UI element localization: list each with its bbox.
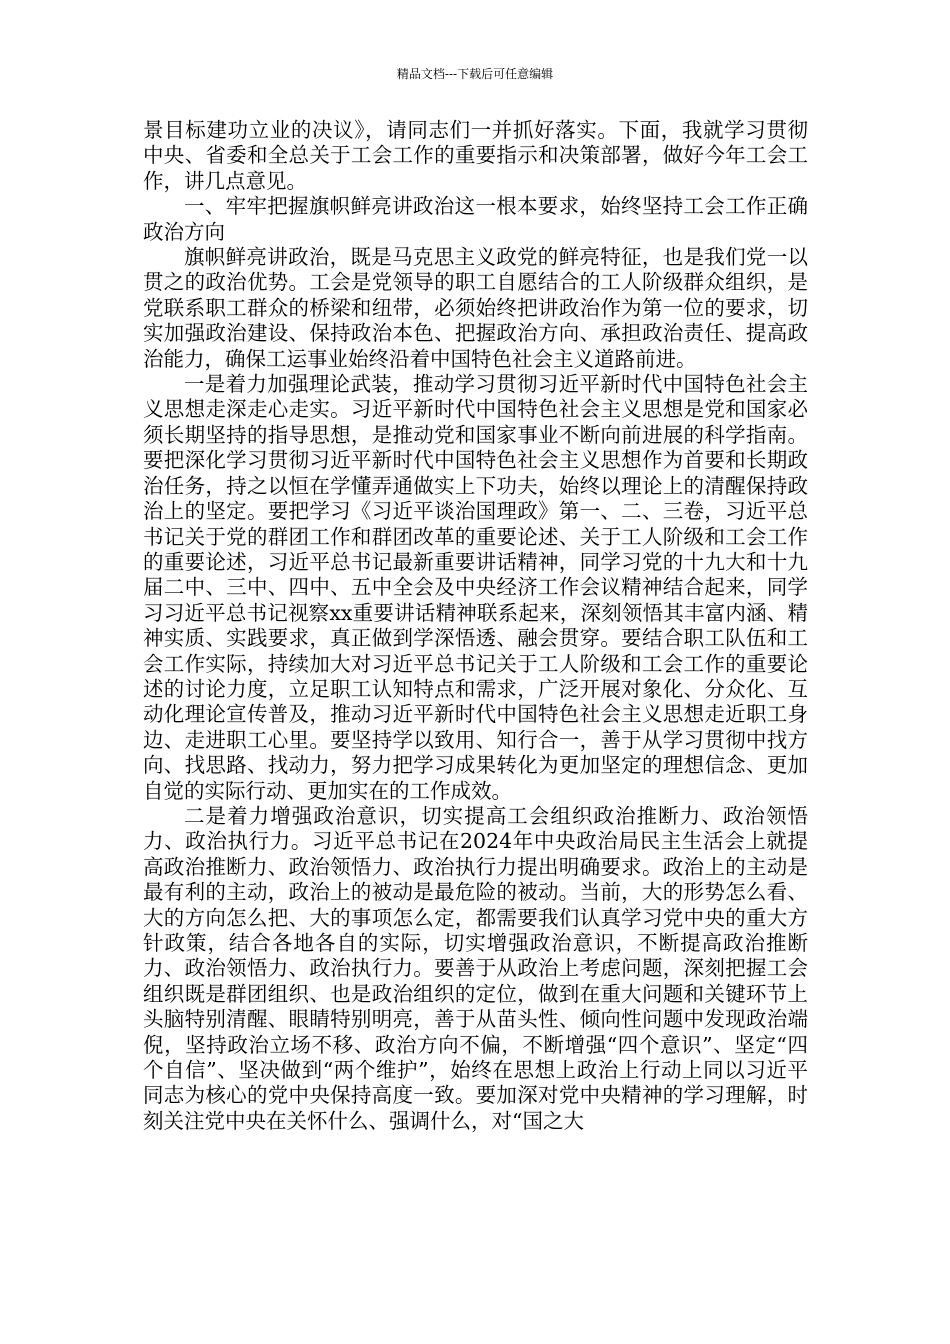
document-body: [143, 118, 808, 1134]
page-header: 精品文档---下载后可任意编辑: [396, 67, 554, 81]
paragraph-intro-continuation: 景目标建功立业的决议》，请同志们一并抓好落实。下面，我就学习贯彻中央、省委和全总关于工会工作的重要指示和决策部署，做好今年工会工作，讲几点意见。: [143, 118, 808, 193]
paragraph-point-one: 一是着力加强理论武装，推动学习贯彻习近平新时代中国特色社会主义思想走深走心走实。习近平新时代中国特色社会主义思想是党和国家必须长期坚持的指导思想，是推动党和国家事业不断向前进展的科学指南。要把深化学习贯彻习近平新时代中国特色社会主义思想作为首要和长期政治任务，持之以恒在学懂弄通做实上下功夫，始终以理论上的清醒保持政治上的坚定。要把学习《习近平谈治国理政》第一、二、三卷，习近平总书记关于党的群团工作和群团改革的重要论述、关于工人阶级和工会工作的重要论述，习近平总书记最新重要讲话精神，同学习党的十九大和十九届二中、三中、四中、五中全会及中央经济工作会议精神结合起来，同学习习近平总书记视察xx重要讲话精神联系起来，深刻领悟其丰富内涵、精神实质、实践要求，真正做到学深悟透、融会贯穿。要结合职工队伍和工会工作实际，持续加大对习近平总书记关于工人阶级和工会工作的重要论述的讨论力度，立足职工认知特点和需求，广泛开展对象化、分众化、互动化理论宣传普及，推动习近平新时代中国特色社会主义思想走近职工身边、走进职工心里。要坚持学以致用、知行合一，善于从学习贯彻中找方向、找思路、找动力，努力把学习成果转化为更加坚定的理想信念、更加自觉的实际行动、更加实在的工作成效。: [143, 372, 808, 803]
paragraph-political-stance: 旗帜鲜亮讲政治，既是马克思主义政党的鲜亮特征，也是我们党一以贯之的政治优势。工会是党领导的职工自愿结合的工人阶级群众组织，是党联系职工群众的桥梁和纽带，必须始终把讲政治作为第一位的要求，切实加强政治建设、保持政治本色、把握政治方向、承担政治责任、提高政治能力，确保工运事业始终沿着中国特色社会主义道路前进。: [143, 245, 808, 371]
paragraph-point-two: 二是着力增强政治意识，切实提高工会组织政治推断力、政治领悟力、政治执行力。习近平总书记在2024年中央政治局民主生活会上就提高政治推断力、政治领悟力、政治执行力提出明确要求。政治上的主动是最有利的主动，政治上的被动是最危险的被动。当前，大的形势怎么看、大的方向怎么把、大的事项怎么定，都需要我们认真学习党中央的重大方针政策，结合各地各自的实际，切实增强政治意识，不断提高政治推断力、政治领悟力、政治执行力。要善于从政治上考虑问题，深刻把握工会组织既是群团组织、也是政治组织的定位，做到在重大问题和关键环节上头脑特别清醒、眼睛特别明亮，善于从苗头性、倾向性问题中发现政治端倪，坚持政治立场不移、政治方向不偏，不断增强“四个意识”、坚定“四个自信”、坚决做到“两个维护”，始终在思想上政治上行动上同以习近平同志为核心的党中央保持高度一致。要加深对党中央精神的学习理解，时刻关注党中央在关怀什么、强调什么，对“国之大: [143, 803, 808, 1133]
section-heading-one: 一、牢牢把握旗帜鲜亮讲政治这一根本要求，始终坚持工会工作正确政治方向: [143, 194, 808, 244]
